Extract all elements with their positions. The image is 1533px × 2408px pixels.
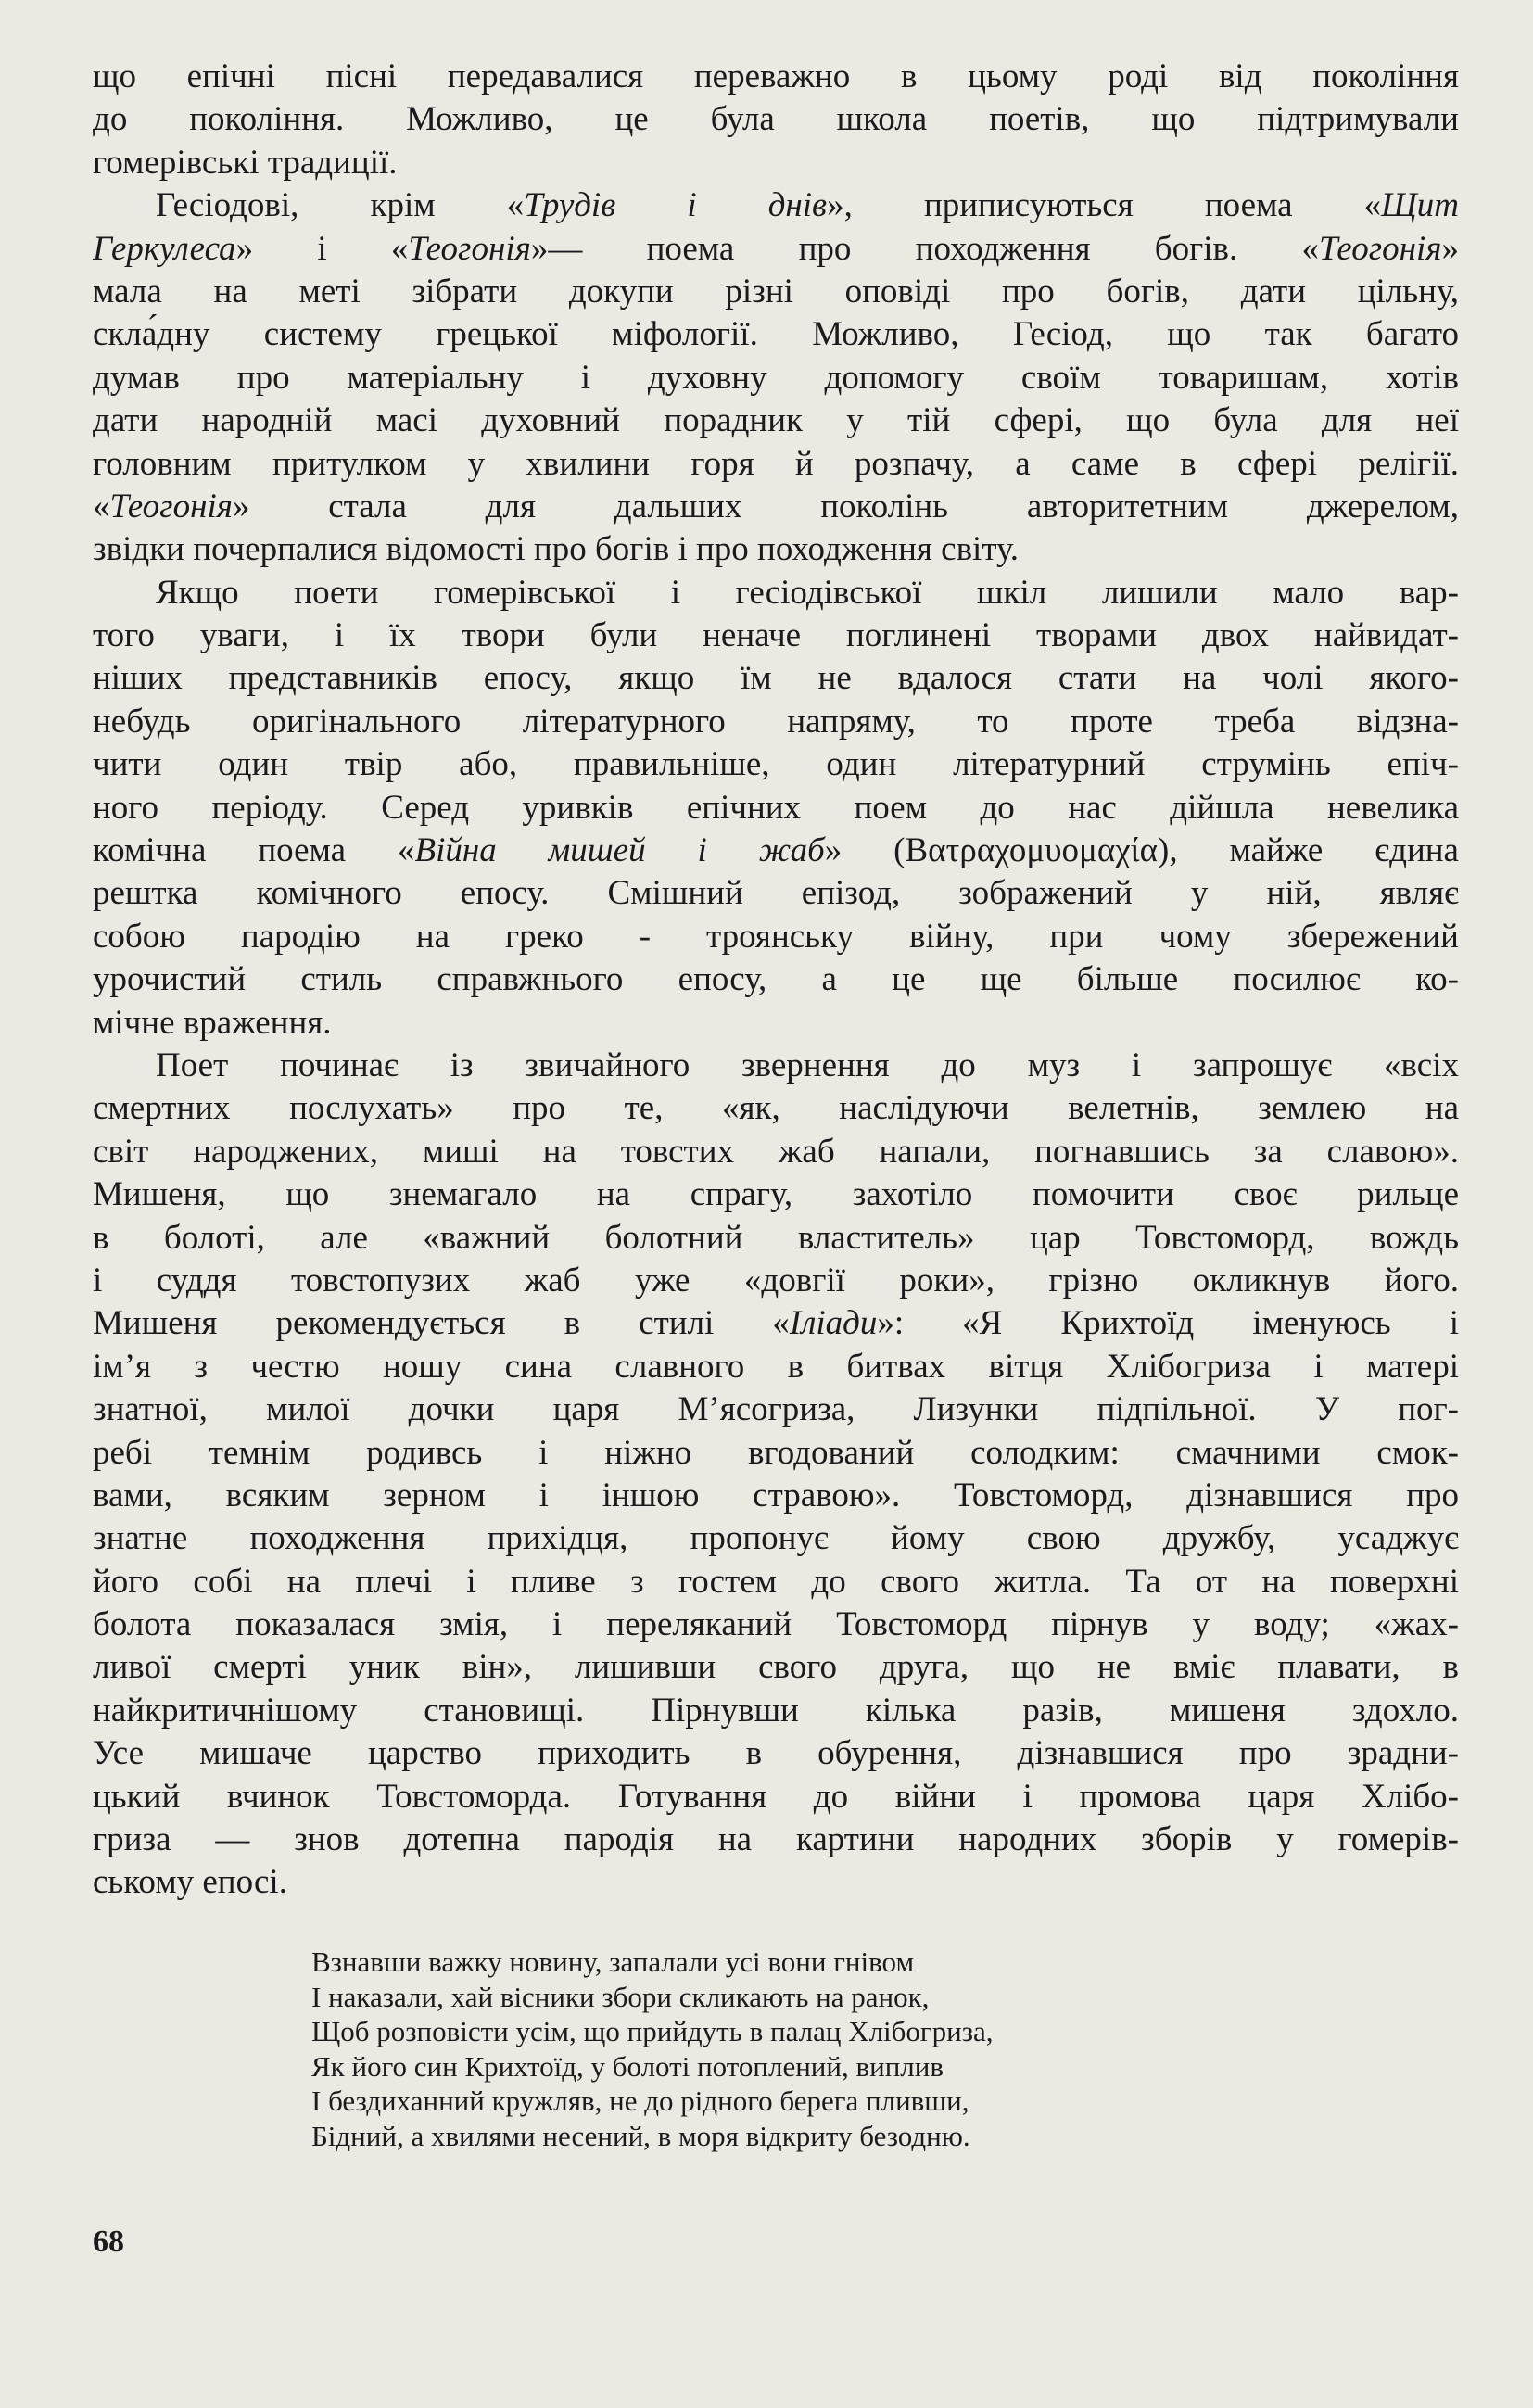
text-line [93,1646,1459,1689]
text-segment: болота показалася змія, і переляканий Товстоморд пірнув у воду; «жах- [93,1605,1459,1644]
text-line [93,486,1459,528]
text-segment: » [1441,229,1459,268]
text-line [93,1819,1459,1861]
text-line [93,1561,1459,1603]
text-line [93,657,1459,700]
body-text [93,56,1459,1905]
page-number: 68 [93,2224,124,2259]
text-segment: ім’я з честю ношу сина славного в битвах вітця Хлібогриза і матері [93,1347,1459,1386]
text-segment: Усе мишаче царство приходить в обурення, дізнавшися про зрадни- [93,1734,1459,1773]
text-line [93,1260,1459,1302]
italic-title: Теогонія [408,229,531,268]
text-segment: « [93,487,110,526]
italic-title: Геркулеса [93,229,236,268]
poem-line: Взнавши важку новину, запалали усі вони гнівом [311,1945,915,1978]
text-line [93,787,1459,830]
text-line [93,1603,1459,1646]
text-segment: думав про матеріальну і духовну допомогу своїм товаришам, хотів [93,358,1459,397]
text-segment: головним притулком у хвилини горя й розпачу, а саме в сфері релігії. [93,444,1459,483]
text-segment: смертних послухать» про те, «як, наслідуючи велетнів, землею на [93,1089,1459,1128]
text-segment: »— поема про походження богів. « [530,229,1320,268]
text-segment: гриза — знов дотепна пародія на картини народних зборів у гомерів- [93,1820,1459,1859]
text-line [93,1861,1459,1904]
italic-title: Щит [1381,186,1459,225]
text-line [93,184,1459,227]
text-line [93,271,1459,313]
text-segment: знатної, милої дочки царя М’ясогриза, Лизунки підпільної. У пог- [93,1390,1459,1429]
text-line [93,98,1459,141]
italic-title: Іліади [789,1304,878,1343]
text-line [93,228,1459,271]
text-segment: його собі на плечі і пливе з гостем до свого житла. Та от на поверхні [93,1562,1459,1601]
text-segment: звідки почерпалися відомості про богів і про походження світу. [93,530,1020,569]
text-segment: світ народжених, миші на товстих жаб напали, погнавшись за славою». [93,1132,1459,1171]
text-line [93,1131,1459,1173]
text-line [93,1346,1459,1388]
text-segment: Гесіодові, крім « [156,186,525,225]
poem-line: І бездиханний кружляв, не до рідного берега пливши, [311,2085,969,2117]
text-segment: » стала для дальших поколінь авторитетним джерелом, [232,487,1459,526]
text-line [93,1732,1459,1775]
text-line [93,313,1459,356]
text-segment: дати народній масі духовний порадник у тій сфері, що була для неї [93,401,1459,440]
text-line [93,528,1459,571]
text-segment: ного періоду. Серед уривків епічних поем до нас дійшла невелика [93,788,1459,827]
text-segment: ливої смерті уник він», лишивши свого друга, що не вміє плавати, в [93,1648,1459,1687]
text-line [93,1217,1459,1260]
italic-title: Трудів і днів [524,186,828,225]
text-line [93,56,1459,98]
text-line [93,1690,1459,1732]
text-segment: Якщо поети гомерівської і гесіодівської шкіл лишили мало вар- [156,573,1459,612]
text-segment: небудь оригінального літературного напряму, то проте треба відзна- [93,702,1459,741]
italic-title: Війна мишей і жаб [414,831,825,870]
text-segment: »: «Я Крихтоїд іменуюсь і [877,1304,1459,1343]
text-line [93,1302,1459,1345]
text-line [93,701,1459,743]
text-line [93,357,1459,399]
text-segment: ніших представників епосу, якщо їм не вдалося стати на чолі якого- [93,659,1459,698]
text-segment: чити один твір або, правильніше, один літературний струмінь епіч- [93,745,1459,784]
text-segment: вами, всяким зерном і іншою стравою». Товстоморд, дізнавшися про [93,1476,1459,1515]
text-line [93,399,1459,442]
text-segment: що епічні пісні передавалися переважно в цьому роді від покоління [93,57,1459,95]
text-segment: мала на меті зібрати докупи різні оповіді про богів, дати цільну, [93,272,1459,311]
italic-title: Теогонія [1319,229,1442,268]
text-segment: ському епосі. [93,1863,287,1902]
text-segment: рештка комічного епосу. Смішний епізод, зображений у ній, являє [93,874,1459,913]
text-line [93,1087,1459,1130]
text-segment: скла́дну систему грецької міфології. Можливо, Гесіод, що так багато [93,315,1459,354]
text-segment: в болоті, але «важний болотний властитель» цар Товстоморд, вождь [93,1218,1459,1257]
text-segment: комічна поема « [93,831,415,870]
poem-quote [311,1945,1331,2153]
poem-line: Щоб розповісти усім, що прийдуть в палац Хлібогриза, [311,2015,994,2047]
text-line [93,743,1459,786]
text-segment: урочистий стиль справжнього епосу, а це ще більше посилює ко- [93,960,1459,999]
text-line [93,958,1459,1001]
text-line [93,1388,1459,1431]
text-line [93,1517,1459,1560]
text-segment: і суддя товстопузих жаб уже «довгії роки», грізно окликнув його. [93,1261,1459,1299]
poem-line: І наказали, хай вісники збори скликають на ранок, [311,1980,930,2013]
text-line [93,615,1459,657]
text-segment: », приписуються поема « [827,186,1382,225]
text-segment: гомерівські традиції. [93,143,398,182]
poem-line: Бідний, а хвилями несений, в моря відкриту безодню. [311,2119,970,2152]
text-line [93,1776,1459,1819]
text-line [93,572,1459,615]
text-line [93,142,1459,184]
text-segment: того уваги, і їх твори були неначе поглинені творами двох найвидат- [93,616,1459,655]
text-segment: знатне походження прихідця, пропонує йому свою дружбу, усаджує [93,1519,1459,1558]
text-segment: » (Βατραχομυομαχία), майже єдина [824,831,1459,870]
italic-title: Теогонія [109,487,233,526]
text-line [93,1002,1459,1045]
text-line [93,916,1459,958]
text-segment: Поет починає із звичайного звернення до муз і запрошує «всіх [156,1046,1459,1084]
text-line [93,830,1459,872]
text-segment: Мишеня рекомендується в стилі « [93,1304,790,1343]
poem-line: Як його син Крихтоїд, у болоті потоплений, виплив [311,2049,944,2083]
text-line [93,1475,1459,1517]
text-line [93,1432,1459,1475]
text-line [93,872,1459,915]
text-segment: цький вчинок Товстоморда. Готування до війни і промова царя Хлібо- [93,1777,1459,1816]
text-segment: собою пародію на греко - троянську війну, при чому збережений [93,917,1459,956]
text-segment: найкритичнішому становищі. Пірнувши кілька разів, мишеня здохло. [93,1691,1459,1730]
text-line [93,1045,1459,1087]
text-segment: до покоління. Можливо, це була школа поетів, що підтримували [93,100,1459,139]
text-segment: мічне враження. [93,1003,332,1042]
text-segment: » і « [235,229,409,268]
text-line [93,443,1459,486]
text-segment: ребі темнім родивсь і ніжно вгодований солодким: смачними смок- [93,1433,1459,1472]
text-line [93,1173,1459,1216]
text-segment: Мишеня, що знемагало на спрагу, захотіло помочити своє рильце [93,1175,1459,1214]
